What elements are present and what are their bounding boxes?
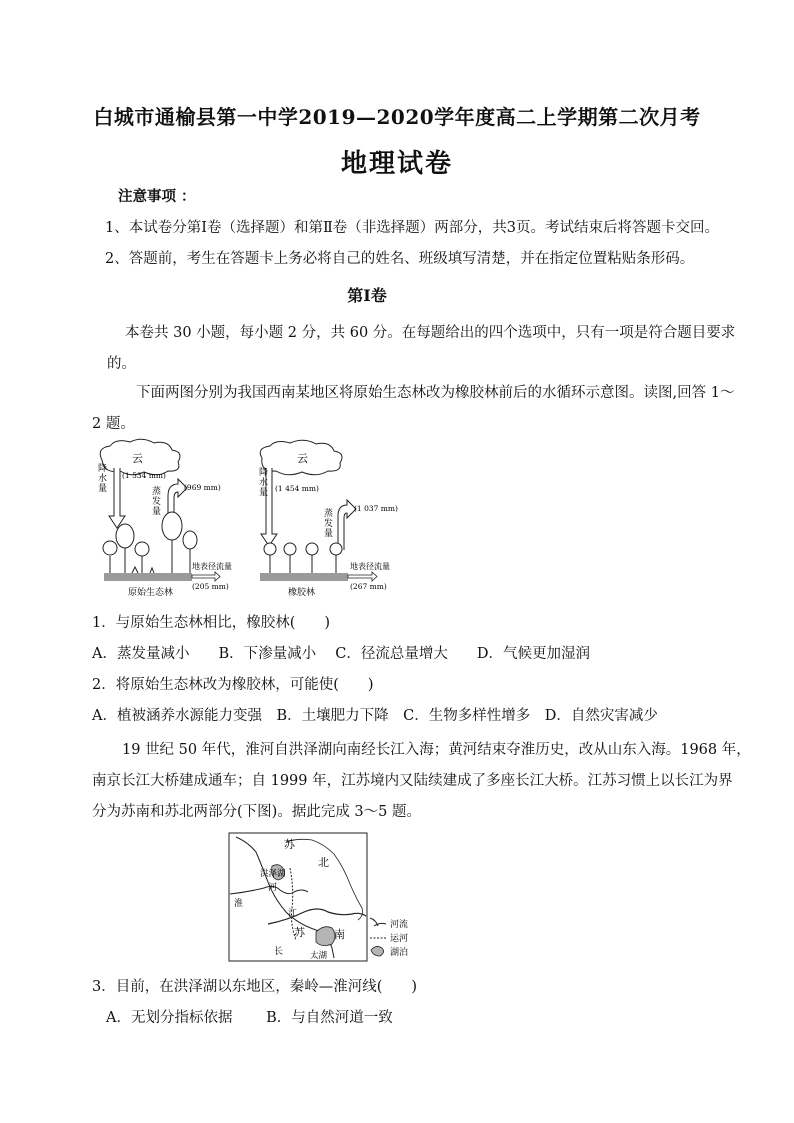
precip-label-3: 量 bbox=[98, 484, 108, 494]
precip-label-2: 水 bbox=[98, 474, 108, 484]
left-caption: 原始生态林 bbox=[128, 588, 174, 598]
runoff-arrow bbox=[348, 572, 377, 581]
notice-item-2: 2、答题前，考生在答题卡上务必将自己的姓名、班级填写清楚，并在指定位置粘贴条形码。 bbox=[105, 251, 695, 267]
section-intro-line2: 的。 bbox=[107, 356, 136, 372]
evap-label-3: 量 bbox=[324, 529, 334, 539]
left-panel bbox=[98, 439, 232, 598]
evap-label-1: 蒸 bbox=[324, 509, 334, 519]
jiangsu-map bbox=[228, 832, 450, 962]
label-su2: 苏 bbox=[294, 926, 305, 939]
q3-options: A．无划分指标依据 B．与自然河道一致 bbox=[106, 1010, 393, 1026]
right-panel bbox=[259, 440, 398, 598]
precip-value: (1 534 mm) bbox=[122, 471, 166, 480]
q1-stem: 1．与原始生态林相比，橡胶林( ) bbox=[92, 615, 331, 631]
label-nan: 南 bbox=[334, 928, 345, 941]
q1-options: A．蒸发量减小 B．下渗量减小 C．径流总量增大 D．气候更加湿润 bbox=[92, 646, 590, 662]
q3-stem: 3．目前，在洪泽湖以东地区，秦岭—淮河线( ) bbox=[92, 979, 418, 995]
legend-lake: 湖泊 bbox=[390, 948, 409, 958]
legend-canal: 运河 bbox=[390, 934, 409, 944]
runoff-label: 地表径流量 bbox=[192, 562, 232, 571]
map-frame bbox=[229, 833, 367, 961]
passage1-line1: 下面两图分别为我国西南某地区将原始生态林改为橡胶林前后的水循环示意图。读图,回答 1～ bbox=[136, 385, 735, 401]
passage1-line2: 2 题。 bbox=[92, 416, 135, 432]
label-bei: 北 bbox=[318, 856, 329, 869]
rubber-trees bbox=[264, 543, 342, 573]
evap-label-2: 发 bbox=[324, 519, 334, 529]
evap-value: (969 mm) bbox=[184, 483, 221, 492]
ground-strip bbox=[260, 573, 348, 581]
water-cycle-figure bbox=[92, 438, 422, 600]
river-legend-icon bbox=[370, 918, 386, 926]
right-caption: 橡胶林 bbox=[288, 588, 316, 598]
passage2-line1: 19 世纪 50 年代，淮河自洪泽湖向南经长江入海；黄河结束夺淮历史，改从山东入海。1968 年， bbox=[122, 742, 751, 758]
notice-item-1: 1、本试卷分第Ⅰ卷（选择题）和第Ⅱ卷（非选择题）两部分，共3页。考试结束后将答题卡交回。 bbox=[105, 220, 720, 236]
section-title: 第Ⅰ卷 bbox=[347, 286, 387, 305]
legend-river: 河流 bbox=[390, 920, 409, 930]
evap-value: (1 037 mm) bbox=[354, 504, 398, 513]
ground-strip bbox=[104, 573, 192, 581]
runoff-value: (205 mm) bbox=[192, 582, 229, 591]
label-chang: 长 bbox=[274, 947, 284, 957]
cloud-label: 云 bbox=[297, 452, 308, 465]
evap-label-2: 发 bbox=[152, 497, 162, 507]
notice-heading: 注意事项 ： bbox=[118, 188, 196, 205]
label-jiang: 江 bbox=[288, 909, 298, 919]
label-su: 苏 bbox=[284, 838, 295, 851]
q2-stem: 2．将原始生态林改为橡胶林，可能使( ) bbox=[92, 677, 374, 693]
label-he: 河 bbox=[268, 883, 278, 893]
precip-label-1: 降 bbox=[259, 468, 269, 478]
q2-options: A．植被涵养水源能力变强 B．土壤肥力下降 C．生物多样性增多 D．自然灾害减少 bbox=[92, 708, 658, 724]
passage2-line2: 南京长江大桥建成通车；自 1999 年，江苏境内又陆续建成了多座长江大桥。江苏习惯上以长江为界 bbox=[92, 773, 733, 789]
tai-lake bbox=[316, 927, 335, 946]
cloud-label: 云 bbox=[132, 452, 143, 465]
exam-subject-title: 地理试卷 bbox=[340, 149, 453, 179]
label-hongze: 洪泽湖 bbox=[260, 869, 286, 879]
precip-label-3: 量 bbox=[259, 488, 269, 498]
label-taihu: 太湖 bbox=[310, 951, 328, 961]
evap-label-1: 蒸 bbox=[152, 487, 162, 497]
label-huai: 淮 bbox=[234, 899, 244, 909]
precip-value: (1 454 mm) bbox=[275, 484, 319, 493]
runoff-label: 地表径流量 bbox=[350, 562, 390, 571]
section-intro-line1: 本卷共 30 小题，每小题 2 分，共 60 分。在每题给出的四个选项中，只有一项是符合题目要求 bbox=[125, 325, 736, 341]
precip-label-2: 水 bbox=[259, 478, 269, 488]
evap-label-3: 量 bbox=[152, 507, 162, 517]
lake-legend-icon bbox=[371, 946, 384, 956]
exam-school-title: 白城市通榆县第一中学2019—2020学年度高二上学期第二次月考 bbox=[93, 105, 701, 129]
passage2-line3: 分为苏南和苏北两部分(下图)。据此完成 3～5 题。 bbox=[92, 804, 421, 820]
precip-label-1: 降 bbox=[98, 464, 108, 474]
runoff-arrow bbox=[192, 572, 220, 581]
map-legend bbox=[370, 918, 408, 958]
runoff-value: (267 mm) bbox=[350, 582, 387, 591]
